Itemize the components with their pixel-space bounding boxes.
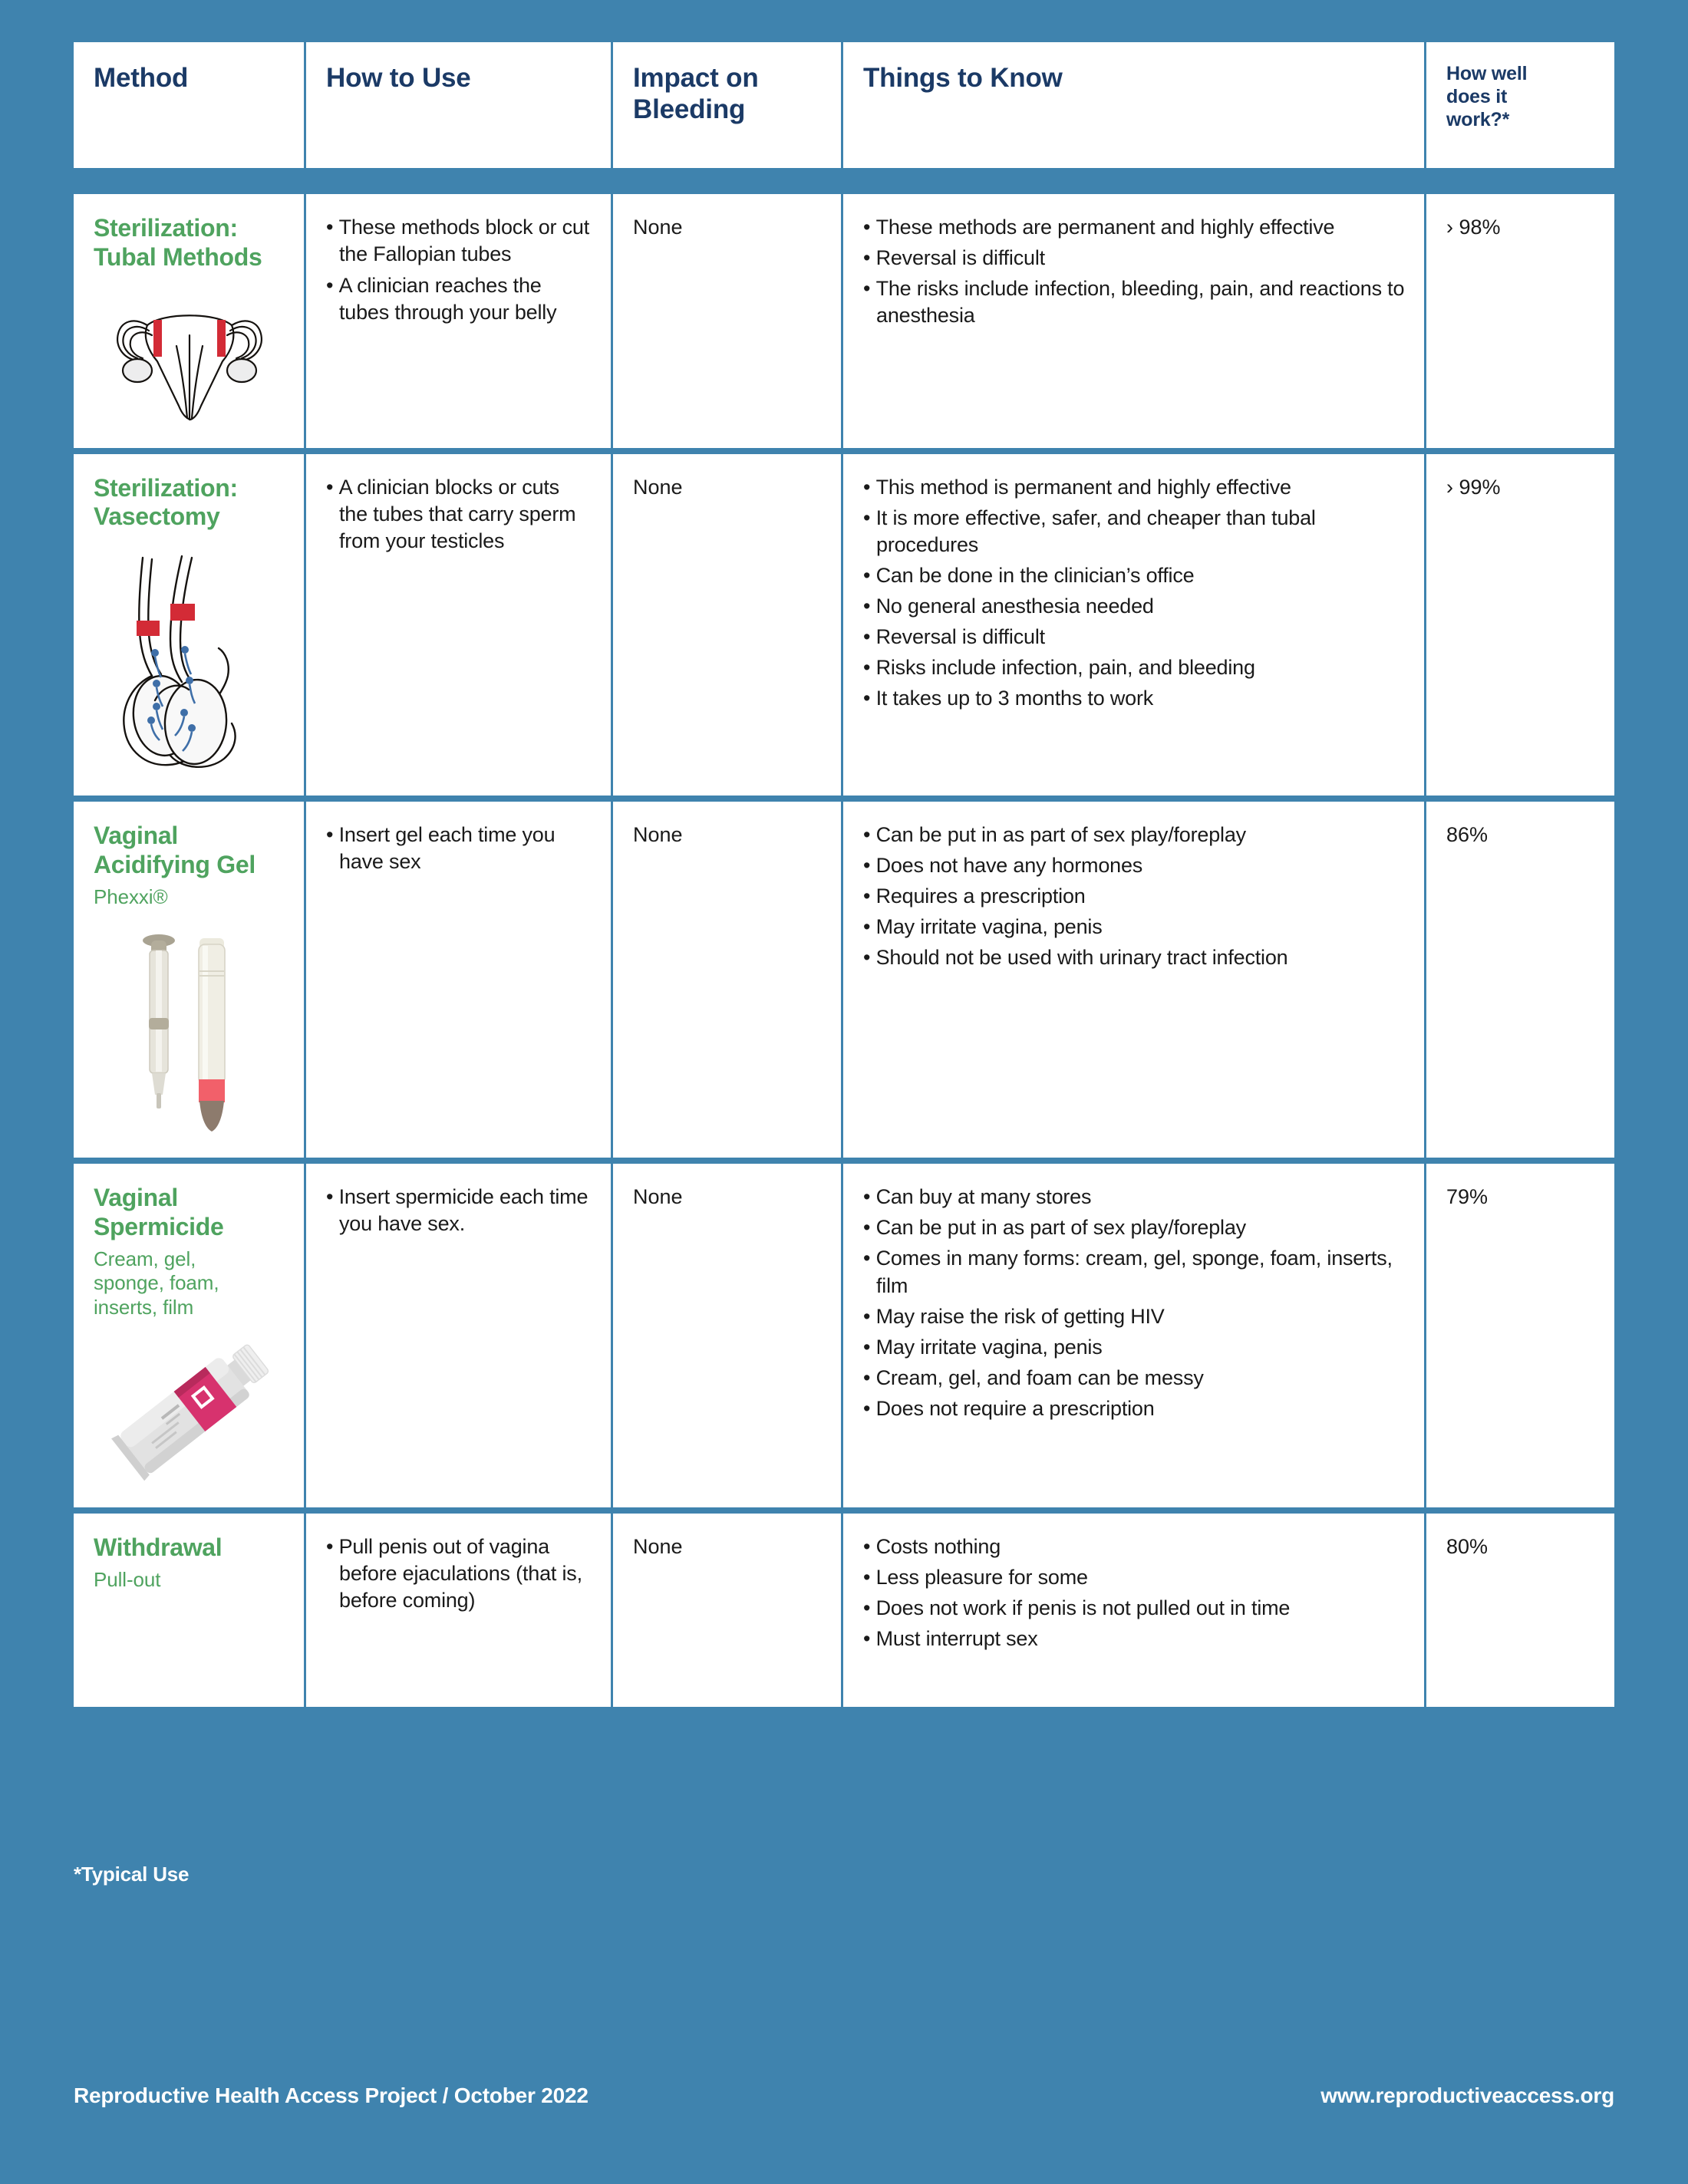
- impact-value: None: [633, 475, 683, 499]
- things-item-text: It takes up to 3 months to work: [875, 687, 1154, 710]
- how-to-use-cell: [304, 1158, 611, 1507]
- things-item: • May irritate vagina, penis: [863, 915, 1103, 939]
- column-header-method-label: Method: [94, 63, 189, 93]
- things-item: • These methods are permanent and highly effective: [863, 216, 1335, 239]
- impact-on-bleeding-cell: [611, 1158, 841, 1507]
- effectiveness-cell: [1424, 448, 1614, 796]
- column-header-method: [74, 42, 304, 168]
- how-to-item: • A clinician reaches the tubes through your belly: [326, 274, 557, 324]
- things-item-text: Requires a prescription: [875, 884, 1086, 908]
- things-item: • Does not require a prescription: [863, 1396, 1155, 1420]
- column-header-how-well-does-it-work: [1424, 42, 1614, 168]
- things-item-text: Can be done in the clinician’s office: [875, 563, 1195, 587]
- header-row: [74, 42, 1614, 168]
- things-item: • Can be put in as part of sex play/foreplay: [863, 1216, 1246, 1240]
- things-to-know-cell: [841, 194, 1424, 448]
- things-item: • The risks include infection, bleeding, pain, and reactions to anesthesia: [863, 277, 1405, 328]
- things-item-text: Should not be used with urinary tract infection: [875, 946, 1288, 970]
- things-item-text: Reversal is difficult: [875, 246, 1045, 270]
- things-item: • Reversal is difficult: [863, 624, 1045, 648]
- column-header-how-to-use-label: How to Use: [326, 63, 471, 93]
- column-header-impact-line2: Bleeding: [633, 94, 746, 125]
- how-to-item: • These methods block or cut the Fallopian tubes: [326, 216, 590, 266]
- things-item-text: It is more effective, safer, and cheaper than tubal procedures: [875, 506, 1316, 556]
- things-item: • It is more effective, safer, and cheaper than tubal procedures: [863, 506, 1316, 556]
- method-subtitle-line2: sponge, foam,: [94, 1271, 219, 1295]
- how-to-item: • Pull penis out of vagina before ejaculations (that is, before coming): [326, 1534, 582, 1612]
- things-item-text: The risks include infection, bleeding, pain, and reactions to anesthesia: [875, 277, 1405, 328]
- method-subtitle: Pull-out: [94, 1567, 161, 1591]
- things-item-text: May raise the risk of getting HIV: [875, 1304, 1165, 1328]
- things-item-text: No general anesthesia needed: [875, 594, 1154, 618]
- spermicide-tube-icon: [94, 1339, 285, 1484]
- how-to-item: • A clinician blocks or cuts the tubes that carry sperm from your testicles: [326, 475, 576, 552]
- gel-applicators-icon: [94, 927, 285, 1135]
- table-row: [74, 1158, 1614, 1507]
- method-subtitle: Phexxi®: [94, 884, 168, 908]
- things-item-text: Reversal is difficult: [875, 624, 1045, 648]
- method-subtitle-line3: inserts, film: [94, 1296, 194, 1319]
- table-row: [74, 448, 1614, 796]
- method-title-line2: Tubal Methods: [94, 242, 262, 271]
- things-item-text: May irritate vagina, penis: [875, 915, 1103, 939]
- column-header-works-line2: does it: [1446, 86, 1508, 107]
- column-header-works-line3: work?*: [1446, 109, 1510, 130]
- how-to-item-text: Pull penis out of vagina before ejaculations (that is, before coming): [338, 1534, 582, 1612]
- effectiveness-value: › 99%: [1446, 475, 1501, 499]
- gap-cell: [74, 168, 1614, 194]
- things-item: • Reversal is difficult: [863, 246, 1045, 270]
- how-to-use-cell: [304, 796, 611, 1158]
- things-item: • Costs nothing: [863, 1534, 1001, 1558]
- impact-value: None: [633, 823, 683, 846]
- method-cell: [74, 1158, 304, 1507]
- things-item: • Less pleasure for some: [863, 1565, 1088, 1589]
- things-item-text: Does not work if penis is not pulled out in time: [875, 1596, 1291, 1620]
- impact-value: None: [633, 1534, 683, 1558]
- how-to-item: • Insert spermicide each time you have sex.: [326, 1185, 588, 1236]
- effectiveness-cell: [1424, 1507, 1614, 1707]
- impact-on-bleeding-cell: [611, 796, 841, 1158]
- things-item-text: Does not require a prescription: [875, 1396, 1155, 1420]
- things-item-text: Can be put in as part of sex play/foreplay: [875, 823, 1246, 846]
- cut-marker-icon: [137, 621, 160, 636]
- things-item-text: These methods are permanent and highly effective: [875, 216, 1335, 239]
- impact-on-bleeding-cell: [611, 448, 841, 796]
- things-item: • Does not work if penis is not pulled out in time: [863, 1596, 1291, 1620]
- vasectomy-testicles-icon: [94, 550, 285, 772]
- effectiveness-value: 86%: [1446, 823, 1489, 846]
- things-item-text: Risks include infection, pain, and bleeding: [875, 656, 1255, 680]
- things-item-text: May irritate vagina, penis: [875, 1335, 1103, 1359]
- things-item: • It takes up to 3 months to work: [863, 687, 1154, 710]
- cut-marker-icon: [217, 320, 226, 357]
- impact-on-bleeding-cell: [611, 1507, 841, 1707]
- effectiveness-cell: [1424, 194, 1614, 448]
- cut-marker-icon: [170, 604, 195, 621]
- method-subtitle-line1: Cream, gel,: [94, 1247, 196, 1270]
- how-to-item-text: These methods block or cut the Fallopian tubes: [338, 216, 590, 266]
- page-footer: [74, 2084, 1614, 2108]
- how-to-use-cell: [304, 1507, 611, 1707]
- typical-use-footnote: *Typical Use: [74, 1863, 190, 1886]
- things-to-know-cell: [841, 796, 1424, 1158]
- effectiveness-value: › 98%: [1446, 216, 1501, 239]
- things-item-text: Costs nothing: [875, 1534, 1001, 1558]
- column-header-how-to-use: [304, 42, 611, 168]
- method-cell: [74, 1507, 304, 1707]
- things-item-text: Less pleasure for some: [875, 1565, 1088, 1589]
- how-to-item: • Insert gel each time you have sex: [326, 823, 556, 874]
- table-header: [74, 42, 1614, 168]
- how-to-use-cell: [304, 448, 611, 796]
- things-to-know-cell: [841, 1507, 1424, 1707]
- things-item-text: Comes in many forms: cream, gel, sponge, foam, inserts, film: [875, 1247, 1393, 1297]
- things-item: • Risks include infection, pain, and bleeding: [863, 656, 1255, 680]
- things-item: • Does not have any hormones: [863, 854, 1143, 878]
- impact-on-bleeding-cell: [611, 194, 841, 448]
- things-item-text: Can buy at many stores: [875, 1185, 1092, 1209]
- things-item: • Requires a prescription: [863, 884, 1086, 908]
- column-header-impact-line1: Impact on: [633, 63, 759, 93]
- table-row: [74, 796, 1614, 1158]
- things-item: • Should not be used with urinary tract infection: [863, 946, 1288, 970]
- method-title-line1: Vaginal: [94, 1184, 178, 1212]
- things-item: • Can be put in as part of sex play/foreplay: [863, 823, 1246, 846]
- table-row: [74, 1507, 1614, 1707]
- method-cell: [74, 796, 304, 1158]
- how-to-item-text: Insert spermicide each time you have sex.: [338, 1185, 588, 1236]
- method-title-line2: Vasectomy: [94, 502, 220, 531]
- method-title-line2: Acidifying Gel: [94, 850, 256, 878]
- things-item: • Cream, gel, and foam can be messy: [863, 1365, 1204, 1389]
- method-title-line1: Withdrawal: [94, 1533, 223, 1561]
- effectiveness-value: 79%: [1446, 1185, 1489, 1209]
- impact-value: None: [633, 216, 683, 239]
- contraception-methods-table: [74, 42, 1614, 1707]
- footer-website-url[interactable]: www.reproductiveaccess.org: [1320, 2084, 1614, 2107]
- header-body-gap: [74, 168, 1614, 194]
- things-to-know-cell: [841, 448, 1424, 796]
- things-item: • Can be done in the clinician’s office: [863, 563, 1195, 587]
- footer-organization-date: Reproductive Health Access Project / October 2022: [74, 2084, 588, 2107]
- how-to-item-text: Insert gel each time you have sex: [338, 823, 556, 874]
- impact-value: None: [633, 1185, 683, 1209]
- effectiveness-value: 80%: [1446, 1534, 1489, 1558]
- things-item-text: This method is permanent and highly effective: [875, 475, 1291, 499]
- method-title-line1: Sterilization:: [94, 214, 238, 242]
- things-item-text: Can be put in as part of sex play/foreplay: [875, 1216, 1246, 1240]
- method-cell: [74, 194, 304, 448]
- things-item: • May irritate vagina, penis: [863, 1335, 1103, 1359]
- effectiveness-cell: [1424, 1158, 1614, 1507]
- effectiveness-cell: [1424, 796, 1614, 1158]
- methods-table: [74, 42, 1614, 1707]
- method-title-line1: Vaginal: [94, 822, 178, 849]
- things-item: • May raise the risk of getting HIV: [863, 1304, 1165, 1328]
- method-cell: [74, 448, 304, 796]
- things-item: • This method is permanent and highly effective: [863, 475, 1291, 499]
- things-item: • Comes in many forms: cream, gel, sponge, foam, inserts, film: [863, 1247, 1393, 1297]
- column-header-things-to-know: [841, 42, 1424, 168]
- things-item: • No general anesthesia needed: [863, 594, 1154, 618]
- column-header-impact-on-bleeding: [611, 42, 841, 168]
- things-item-text: Does not have any hormones: [875, 854, 1143, 878]
- things-item: • Can buy at many stores: [863, 1185, 1092, 1209]
- table-body: [74, 194, 1614, 1707]
- method-title-line1: Sterilization:: [94, 473, 238, 502]
- how-to-item-text: A clinician reaches the tubes through your belly: [338, 274, 557, 324]
- things-item-text: Cream, gel, and foam can be messy: [875, 1365, 1204, 1389]
- gap-row: [74, 168, 1614, 194]
- column-header-things-to-know-label: Things to Know: [863, 63, 1063, 93]
- uterus-fallopian-tubes-icon: [94, 291, 285, 425]
- column-header-works-line1: How well: [1446, 63, 1528, 84]
- how-to-use-cell: [304, 194, 611, 448]
- things-item: • Must interrupt sex: [863, 1627, 1038, 1651]
- how-to-item-text: A clinician blocks or cuts the tubes that carry sperm from your testicles: [338, 475, 576, 552]
- table-row: [74, 194, 1614, 448]
- cut-marker-icon: [153, 320, 162, 357]
- things-item-text: Must interrupt sex: [875, 1627, 1038, 1651]
- method-title-line2: Spermicide: [94, 1212, 224, 1240]
- things-to-know-cell: [841, 1158, 1424, 1507]
